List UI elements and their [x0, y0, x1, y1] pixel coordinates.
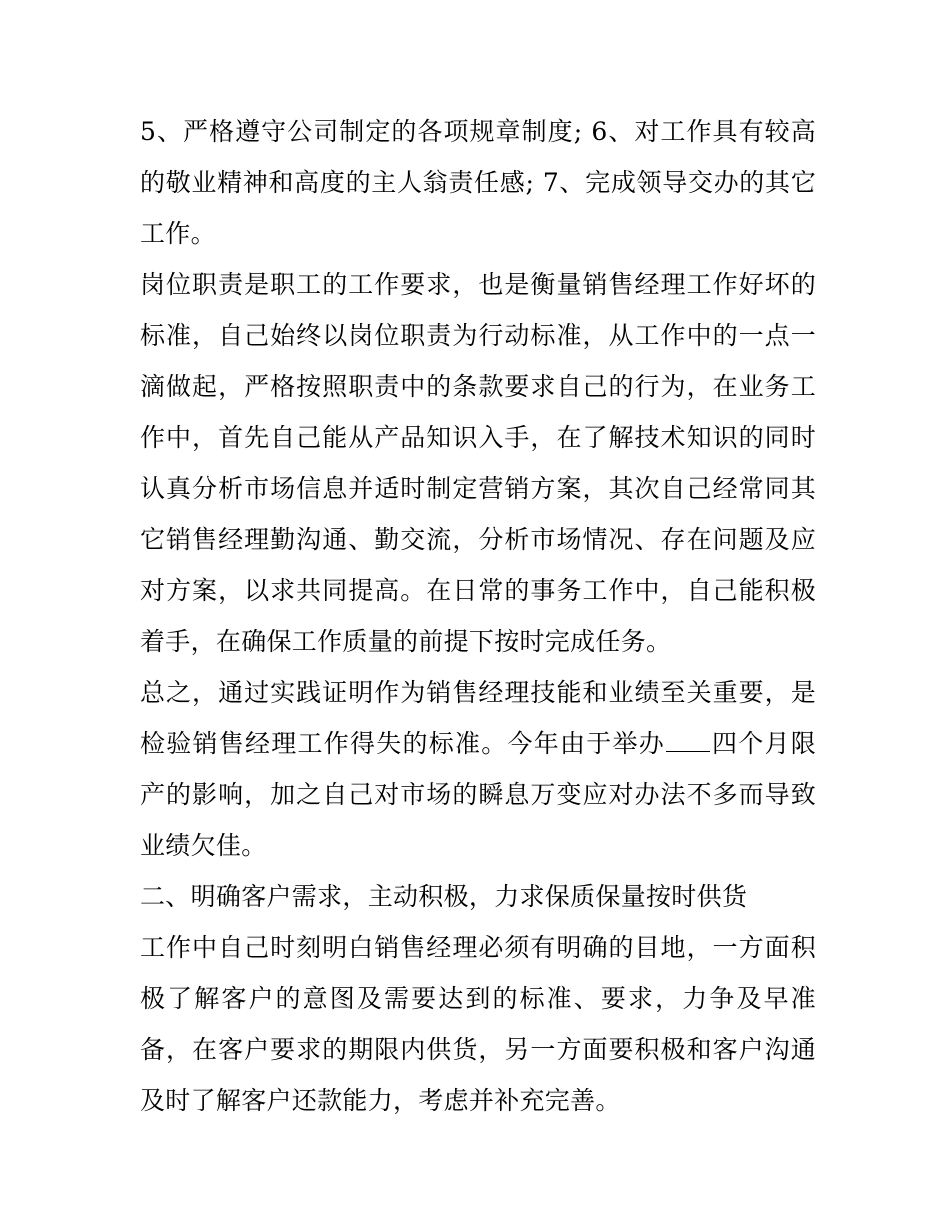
paragraph-summary-part-1: 总之，通过实践证明作为销售经理技能和业绩至关重要，是检验销售经理工作得失的标准。今年由于举办: [140, 678, 816, 758]
section-heading-customer-needs: 二、明确客户需求，主动积极，力求保质保量按时供货: [140, 882, 748, 911]
document-page: [140, 106, 816, 1126]
paragraph-summary: [140, 667, 816, 871]
paragraph-customer-needs: 工作中自己时刻明白销售经理必须有明确的目地，一方面积极了解客户的意图及需要达到的标准、要求，力争及早准备，在客户要求的期限内供货，另一方面要积极和客户沟通及时了解客户还款能力，考虑并补充完善。: [140, 933, 816, 1115]
paragraph-job-responsibilities: 岗位职责是职工的工作要求，也是衡量销售经理工作好坏的标准，自己始终以岗位职责为行动标准，从工作中的一点一滴做起，严格按照职责中的条款要求自己的行为，在业务工作中，首先自己能从产品知识入手，在了解技术知识的同时认真分析市场信息并适时制定营销方案，其次自己经常同其它销售经理勤沟通、勤交流，分析市场情况、存在问题及应对方案，以求共同提高。在日常的事务工作中，自己能积极着手，在确保工作质量的前提下按时完成任务。: [140, 270, 816, 656]
paragraph-duties-list: 5、严格遵守公司制定的各项规章制度; 6、对工作具有较高的敬业精神和高度的主人翁责任感; 7、完成领导交办的其它工作。: [140, 117, 816, 248]
paragraph-summary-part-2: 四个月限产的影响，加之自己对市场的瞬息万变应对办法不多而导致业绩欠佳。: [140, 729, 816, 860]
fill-in-blank: [666, 729, 710, 752]
